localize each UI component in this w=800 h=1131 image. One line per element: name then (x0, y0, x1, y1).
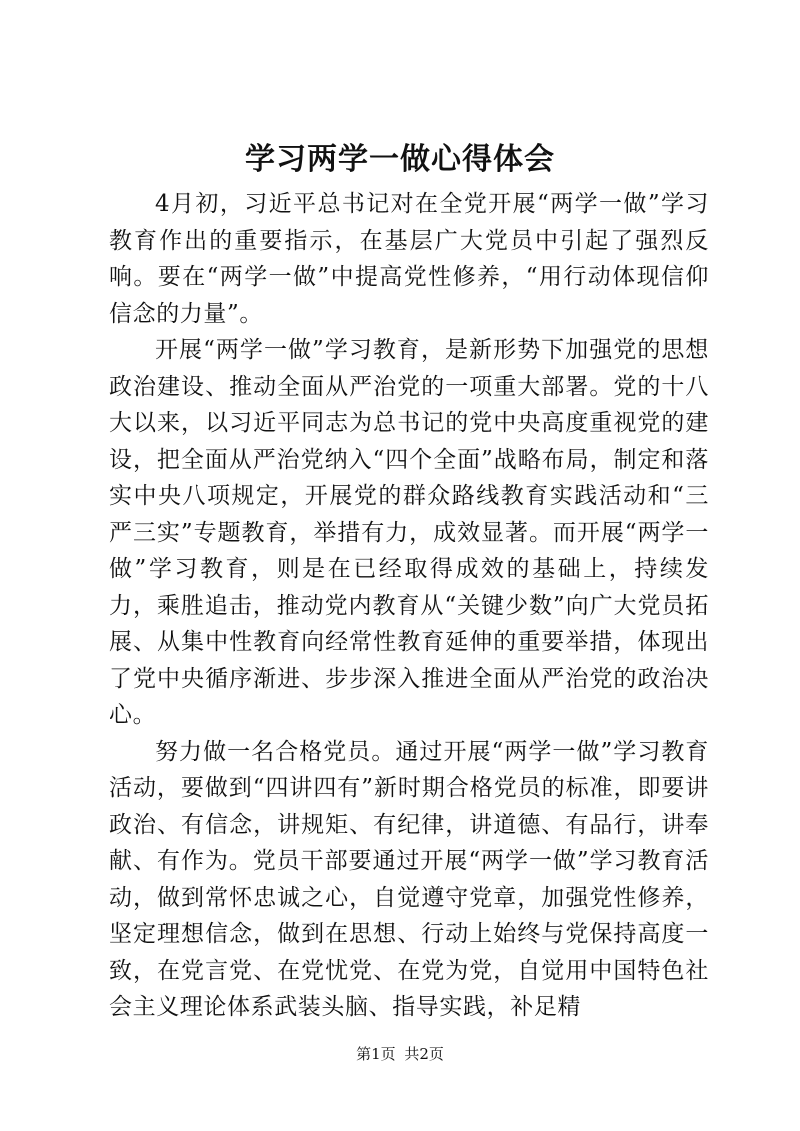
paragraph-2: 开展“两学一做”学习教育，是新形势下加强党的思想政治建设、推动全面从严治党的一项重大部署。党的十八大以来，以习近平同志为总书记的党中央高度重视党的建设，把全面从严治党纳入“四个全面”战略布局，制定和落实中央八项规定，开展党的群众路线教育实践活动和“三严三实”专题教育，举措有力，成效显著。而开展“两学一做”学习教育，则是在已经取得成效的基础上，持续发力，乘胜追击，推动党内教育从“关键少数”向广大党员拓展、从集中性教育向经常性教育延伸的重要举措，体现出了党中央循序渐进、步步深入推进全面从严治党的政治决心。 (109, 337, 709, 728)
paragraph-1: 4月初，习近平总书记对在全党开展“两学一做”学习教育作出的重要指示，在基层广大党员中引起了强烈反响。要在“两学一做”中提高党性修养，“用行动体现信仰信念的力量”。 (109, 191, 709, 327)
document-title: 学习两学一做心得体会 (245, 142, 555, 177)
page-number: 第1页 (356, 1045, 396, 1063)
paragraph-3: 努力做一名合格党员。通过开展“两学一做”学习教育活动，要做到“四讲四有”新时期合格党员的标准，即要讲政治、有信念，讲规矩、有纪律，讲道德、有品行，讲奉献、有作为。党员干部要通过开展“两学一做”学习教育活动，做到常怀忠诚之心，自觉遵守党章，加强党性修养，坚定理想信念，做到在思想、行动上始终与党保持高度一致，在党言党、在党忧党、在党为党，自觉用中国特色社会主义理论体系武装头脑、指导实践，补足精 (109, 738, 709, 1020)
page-footer (0, 1044, 800, 1064)
page-total: 共2页 (404, 1045, 444, 1063)
document-body (109, 186, 709, 1026)
